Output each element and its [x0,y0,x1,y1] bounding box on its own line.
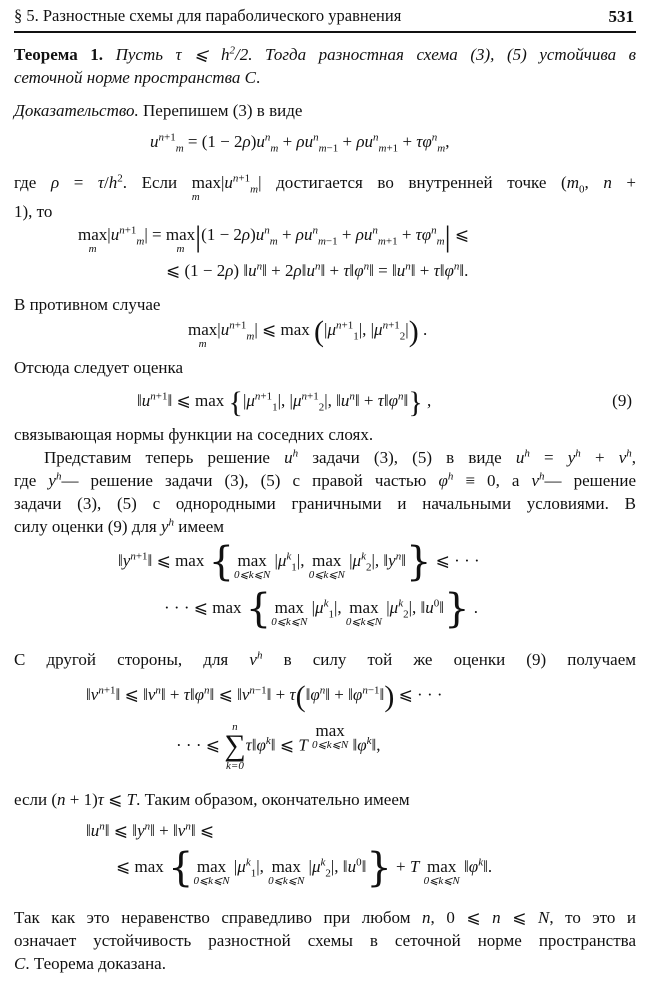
equation-final-1: $‖u^n‖$ ⩽ $‖y^n‖$ + $‖v^n‖$ ⩽ [86,820,215,840]
equation-number-9: (9) [612,391,632,410]
equation-9: $‖u^{n+1}‖$ ⩽ $\max \{|\mu^{n+1}_1|$, $|\mu^{n+1}_2|$, $‖u^n‖$ + $\tau‖\varphi^n‖$} , [137,386,432,419]
proof-line-9: задачи (3), (5) с однородными граничными и начальными условиями. В [14,494,636,513]
proof-label: Доказательство. [14,101,139,120]
equation-boundary: max m $|u^{n+1}_m|$ ⩽ $\max (|\mu^{n+1}_1|$, $|\mu^{n+1}_2|$) . [188,315,428,350]
equation-scheme: $u^{n+1}_m = (1 - 2\rho)u^n_m + \rho u^n_{m-1} + \rho u^n_{m+1} + \tau\varphi^n_m$, [150,131,450,155]
proof-line-7: Представим теперь решение $u^h$ задачи (3), (5) в виде $u^h = y^h + v^h$, [44,447,637,467]
proof-line-11: С другой стороны, для $v^h$ в силу той же оценки (9) получаем [14,649,637,669]
proof-line-14: означает устойчивость разностной схемы в сеточной норме пространства [14,931,636,950]
equation-y-1: $‖y^{n+1}‖$ ⩽ max { max 0⩽k⩽N $|\mu^k_1|$, max 0⩽k⩽N $|\mu^k_2|$, $‖y^n‖$} ⩽ · · · [118,539,480,585]
header-rule [14,31,636,33]
equation-final-2: ⩽ max { max 0⩽k⩽N $|\mu^k_1|$, max 0⩽k⩽N $|\mu^k_2|$, $‖u^0‖\} + T$ max 0⩽k⩽N $‖\varphi^k‖$. [116,845,493,891]
running-header: § 5. Разностные схемы для параболического уравнения [14,6,402,25]
proof-line-4: В противном случае [14,295,161,314]
proof-line-12: если (n + 1)τ ⩽ T. Таким образом, окончательно имеем [14,790,410,809]
equation-max-2: ⩽ (1 − 2ρ) $‖u^n‖$ + $2\rho‖u^n‖$ + $\tau‖\varphi^n‖$ = $‖u^n‖$ + $\tau‖\varphi^n‖$. [166,260,469,280]
theorem-line-1: Теорема 1. Пусть τ ⩽ $h^2/2$. Тогда разностная схема (3), (5) устойчива в [14,44,637,64]
proof-line-5: Отсюда следует оценка [14,358,184,377]
equation-v-1: $‖v^{n+1}‖$ ⩽ $‖v^n‖$ + $\tau‖\varphi^n‖$ ⩽ $‖v^{n-1}‖$ + $\tau(‖\varphi^n‖$ + $‖\varphi^{n-1}‖$) ⩽ · · · [86,680,443,713]
equation-v-2: · · · ⩽ n ∑ k=0 $\tau‖\varphi^k‖$ ⩽ T max 0⩽k⩽N $‖\varphi^k‖$, [176,721,381,772]
proof-line-6: связывающая нормы функции на соседних слоях. [14,425,374,444]
proof-line-2: где $\rho = \tau/h^2$. Если max m $|u^{n+1}_m|$ достигается во внутренней точке ($m_0$, n + [14,172,637,203]
equation-y-2: · · · ⩽ max { max 0⩽k⩽N $|\mu^k_1|$, max 0⩽k⩽N $|\mu^k_2|$, $‖u^0‖$} . [164,586,479,632]
proof-line-8: где $y^h—$ решение задачи (3), (5) с правой частью $\varphi^h \equiv 0$, а $v^h—$ решение [14,470,637,490]
proof-line-10: силу оценки (9) для $y^h$ имеем [14,516,225,536]
page-number: 531 [608,7,634,26]
proof-line-13: Так как это неравенство справедливо при любом n, 0 ⩽ n ⩽ N, то это и [14,908,637,927]
proof-line-3: 1), то [14,202,53,221]
proof-line-15: C. Теорема доказана. [14,954,166,973]
theorem-line-2: сеточной норме пространства C. [14,68,261,87]
theorem-label: Теорема 1. [14,45,104,64]
proof-line-1: Доказательство. Перепишем (3) в виде [14,101,303,120]
equation-max-1: max m $|u^{n+1}_m| = \max$ m $|(1 - 2\rho)u^n_m + \rho u^n_{m-1} + \rho u^n_{m+1} + \tau\varphi^n_m|$ ⩽ [78,220,470,255]
